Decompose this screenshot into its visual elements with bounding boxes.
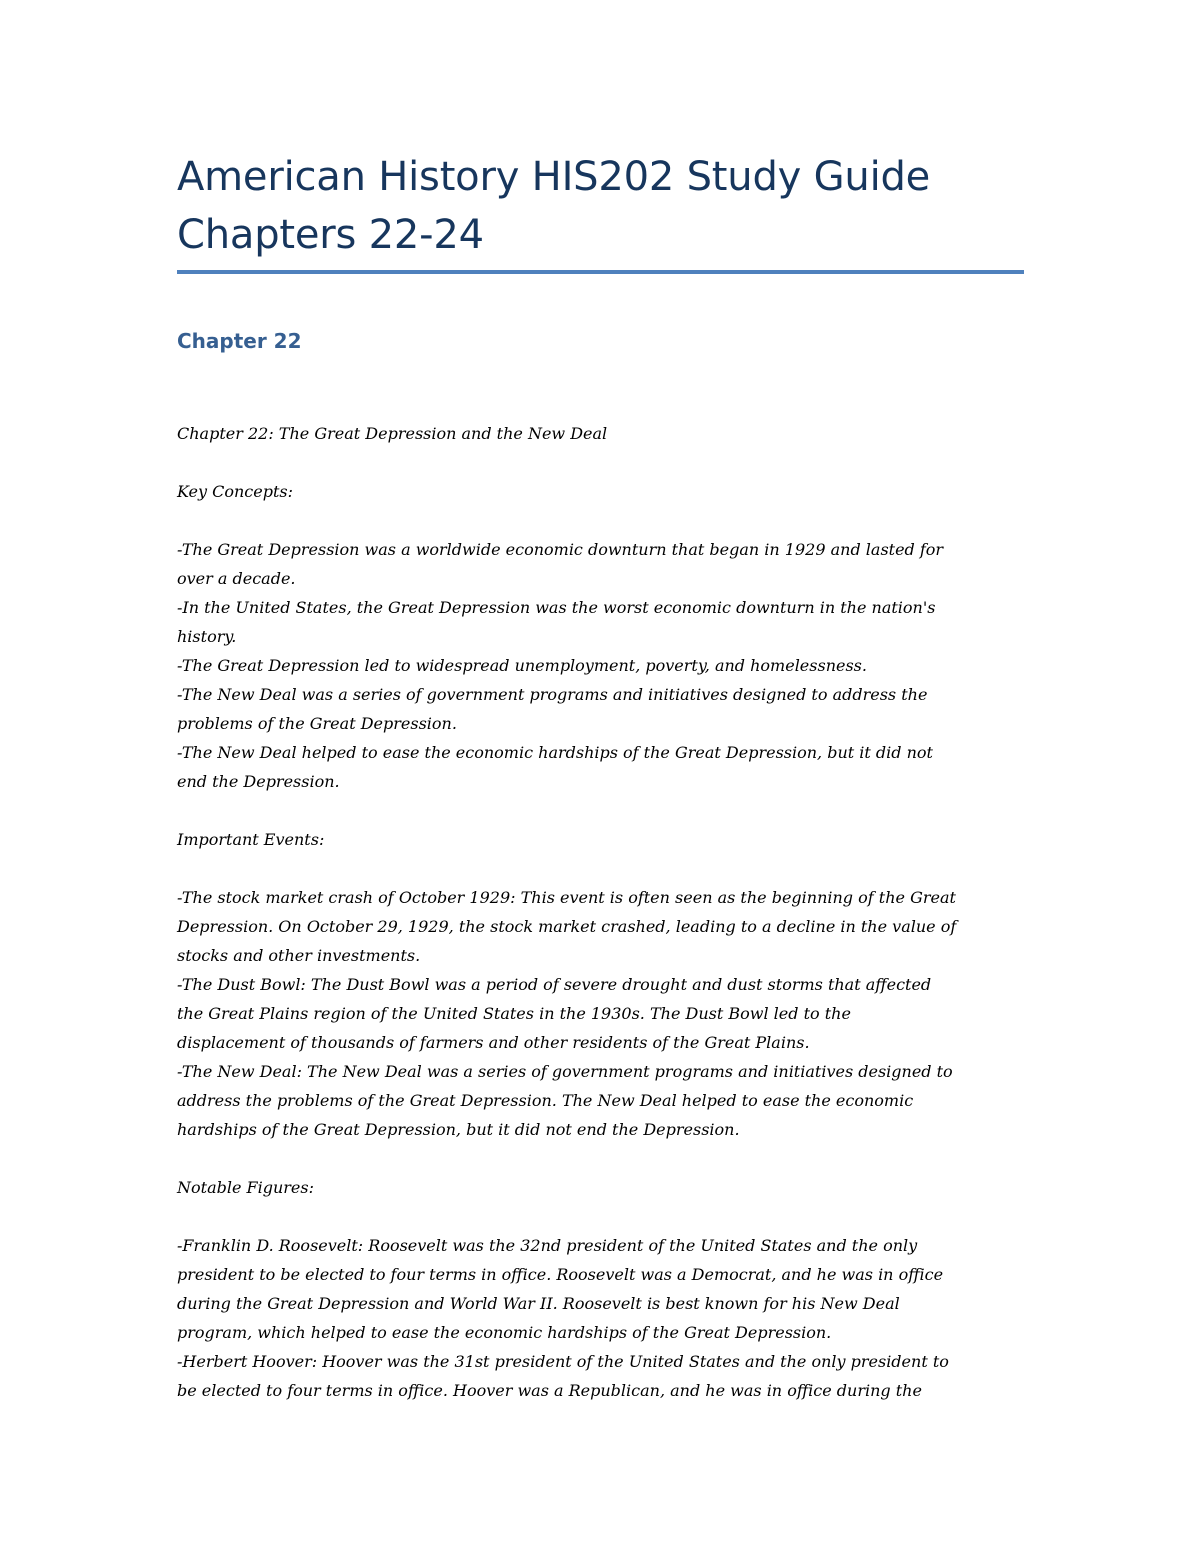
body-line: during the Great Depression and World War II. Roosevelt is best known for his New Deal <box>177 1294 900 1313</box>
body-line: president to be elected to four terms in office. Roosevelt was a Democrat, and he was in office <box>177 1265 944 1284</box>
body-line: -The New Deal was a series of government programs and initiatives designed to address the <box>177 685 928 704</box>
spacer <box>177 1202 1027 1231</box>
notable-figures-label: Notable Figures: <box>177 1178 314 1197</box>
body-line: the Great Plains region of the United States in the 1930s. The Dust Bowl led to the <box>177 1004 851 1023</box>
title-line-1: American History HIS202 Study Guide <box>177 154 931 200</box>
chapter-heading: Chapter 22 <box>177 329 302 353</box>
body-line: Depression. On October 29, 1929, the stock market crashed, leading to a decline in the value of <box>177 917 957 936</box>
notable-figures-section <box>177 1231 1027 1405</box>
title-line-2: Chapters 22-24 <box>177 212 484 258</box>
important-events-section <box>177 883 1027 1144</box>
document-body <box>177 419 1027 1405</box>
body-line: -The New Deal: The New Deal was a series of government programs and initiatives designed to <box>177 1062 953 1081</box>
body-line: history. <box>177 627 237 646</box>
body-line: be elected to four terms in office. Hoover was a Republican, and he was in office during the <box>177 1381 922 1400</box>
body-line: -In the United States, the Great Depression was the worst economic downturn in the nation's <box>177 598 936 617</box>
chapter-subtitle: Chapter 22: The Great Depression and the New Deal <box>177 424 608 443</box>
body-line: displacement of thousands of farmers and other residents of the Great Plains. <box>177 1033 810 1052</box>
title-underline-rule <box>177 270 1024 274</box>
body-line: -The Great Depression was a worldwide economic downturn that began in 1929 and lasted for <box>177 540 944 559</box>
body-line: stocks and other investments. <box>177 946 421 965</box>
spacer <box>177 448 1027 477</box>
body-line: hardships of the Great Depression, but it did not end the Depression. <box>177 1120 740 1139</box>
body-line: -The Great Depression led to widespread unemployment, poverty, and homelessness. <box>177 656 867 675</box>
body-line: end the Depression. <box>177 772 340 791</box>
spacer <box>177 1144 1027 1173</box>
spacer <box>177 854 1027 883</box>
key-concepts-label: Key Concepts: <box>177 482 293 501</box>
important-events-label: Important Events: <box>177 830 325 849</box>
body-line: -Herbert Hoover: Hoover was the 31st president of the United States and the only president to <box>177 1352 949 1371</box>
body-line: over a decade. <box>177 569 296 588</box>
body-line: -The New Deal helped to ease the economic hardships of the Great Depression, but it did not <box>177 743 933 762</box>
body-line: -The Dust Bowl: The Dust Bowl was a period of severe drought and dust storms that affected <box>177 975 932 994</box>
body-line: program, which helped to ease the economic hardships of the Great Depression. <box>177 1323 832 1342</box>
body-line: -The stock market crash of October 1929: This event is often seen as the beginning of the Great <box>177 888 956 907</box>
body-line: address the problems of the Great Depression. The New Deal helped to ease the economic <box>177 1091 914 1110</box>
spacer <box>177 796 1027 825</box>
body-line: problems of the Great Depression. <box>177 714 457 733</box>
key-concepts-section <box>177 535 1027 796</box>
body-line: -Franklin D. Roosevelt: Roosevelt was the 32nd president of the United States and the only <box>177 1236 918 1255</box>
spacer <box>177 506 1027 535</box>
document-title <box>177 148 1037 264</box>
